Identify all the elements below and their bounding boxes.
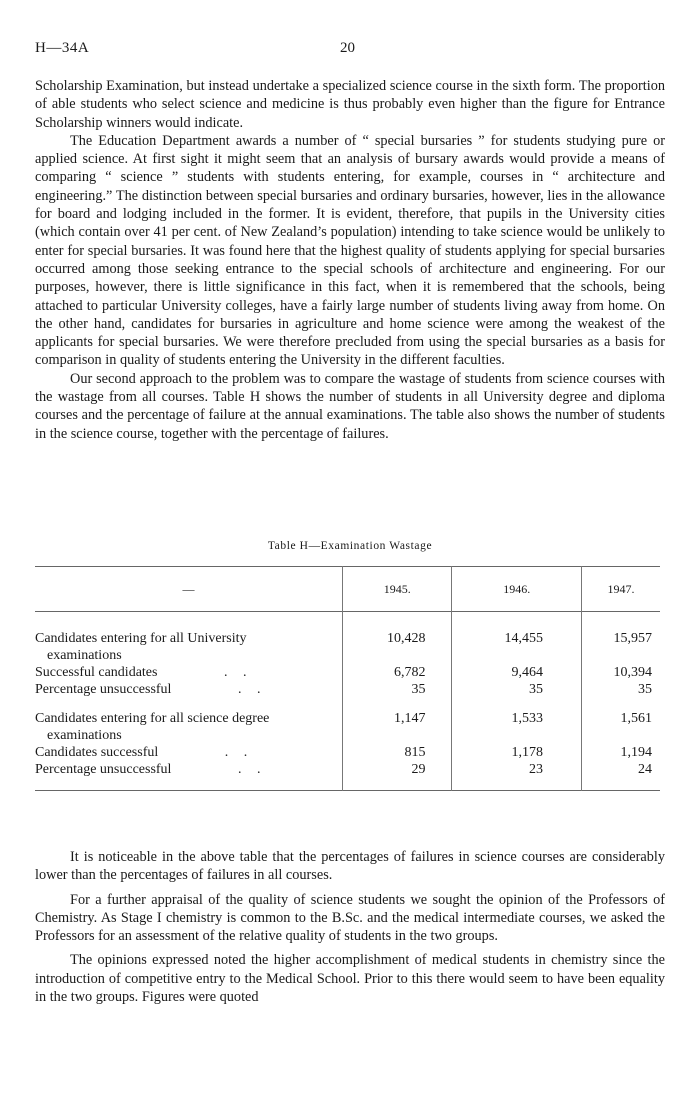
paragraph: It is noticeable in the above table that the percentages of failures in science courses are considerably lower than the percentages of failures in all courses. xyxy=(35,849,665,884)
row-label: Candidates successful . . xyxy=(35,745,254,760)
table-header-row xyxy=(35,567,660,612)
row-label: Successful candidates . . xyxy=(35,665,253,680)
page-header xyxy=(35,40,665,60)
table-cell: 35 xyxy=(581,681,660,698)
year-header: 1945. xyxy=(343,567,452,612)
table-corner-header: — xyxy=(182,581,195,596)
table-cell: 10,394 xyxy=(581,664,660,681)
table-cell: 815 xyxy=(343,744,452,761)
table-row xyxy=(35,761,660,791)
body-text-before-table xyxy=(35,77,665,443)
table-cell: 1,194 xyxy=(581,744,660,761)
paragraph: Our second approach to the problem was to compare the wastage of students from science courses with the wastage from all courses. Table H shows the number of students in all University degree and diploma courses and the percentage of failure at the annual examinations. The table also shows the number of students in the science course, together with the percentage of failures. xyxy=(35,370,665,442)
table-cell: 23 xyxy=(452,761,582,791)
examination-wastage-table xyxy=(35,566,660,791)
leader-dots: . . xyxy=(237,762,267,777)
paragraph: The Education Department awards a number of “ special bursaries ” for students studying pure or applied science. At first sight it might seem that an analysis of bursary awards would provide a means of comparing “ science ” students with students entering, for example, courses in “ architecture and engineering.” The distinction between special bursaries and ordinary bursaries, however, lies in the allowance for board and lodging included in the former. It is evident, therefore, that pupils in the University cities (which contain over 41 per cent. of New Zealand’s population) intending to take science would be unlikely to enter for special bursaries. It was found here that the highest quality of students applying for special bursaries occurred among those seeking entrance to the special schools of architecture and engineering. For our purposes, however, there is little significance in this fact, when it is remembered that the schools, being attached to particular University colleges, have a fairly large number of students living away from home. On the other hand, candidates for bursaries in agriculture and home science were among the weakest of the applicants for special bursaries. We were therefore precluded from using the special bursaries as a basis for comparison in quality of students entering the University in the different faculties. xyxy=(35,132,665,369)
row-label: Percentage unsuccessful . . xyxy=(35,682,267,697)
table-cell: 1,147 xyxy=(343,710,452,744)
page-number: 20 xyxy=(340,40,355,56)
table-row xyxy=(35,744,660,761)
table-cell: 35 xyxy=(452,681,582,698)
table-cell: 6,782 xyxy=(343,664,452,681)
body-text-after-table xyxy=(35,848,665,1006)
table-row xyxy=(35,630,660,664)
table-title: Table H—Examination Wastage xyxy=(267,540,433,552)
table-row xyxy=(35,681,660,698)
row-label: Candidates entering for all science degree examinations xyxy=(35,711,270,743)
table-row xyxy=(35,664,660,681)
leader-dots: . . xyxy=(223,665,253,680)
table-cell: 1,561 xyxy=(581,710,660,744)
paragraph: The opinions expressed noted the higher accomplishment of medical students in chemistry since the introduction of competitive entry to the Medical School. Prior to this there would seem to have been equality in the two groups. Figures were quoted xyxy=(35,952,665,1006)
table-row xyxy=(35,710,660,744)
table-cell: 29 xyxy=(343,761,452,791)
table-cell: 9,464 xyxy=(452,664,582,681)
leader-dots: . . xyxy=(224,745,254,760)
year-header: 1947. xyxy=(581,567,660,612)
leader-dots: . . xyxy=(237,682,267,697)
row-label: Percentage unsuccessful . . xyxy=(35,762,267,777)
table-cell: 14,455 xyxy=(452,630,582,664)
table-cell: 35 xyxy=(343,681,452,698)
table-cell: 24 xyxy=(581,761,660,791)
year-header: 1946. xyxy=(452,567,582,612)
table-cell: 10,428 xyxy=(343,630,452,664)
table-cell: 15,957 xyxy=(581,630,660,664)
paragraph: Scholarship Examination, but instead undertake a specialized science course in the sixth form. The proportion of able students who select science and medicine is thus probably even higher than the figure for Entrance Scholarship winners would indicate. xyxy=(35,78,665,131)
row-label: Candidates entering for all University examinations xyxy=(35,631,247,663)
table-cell: 1,178 xyxy=(452,744,582,761)
paragraph: For a further appraisal of the quality of science students we sought the opinion of the Professors of Chemistry. As Stage I chemistry is common to the B.Sc. and the medical intermediate courses, we asked the Professors for an assessment of the relative quality of students in the two groups. xyxy=(35,891,665,945)
table-cell: 1,533 xyxy=(452,710,582,744)
document-reference: H—34A xyxy=(35,40,90,56)
